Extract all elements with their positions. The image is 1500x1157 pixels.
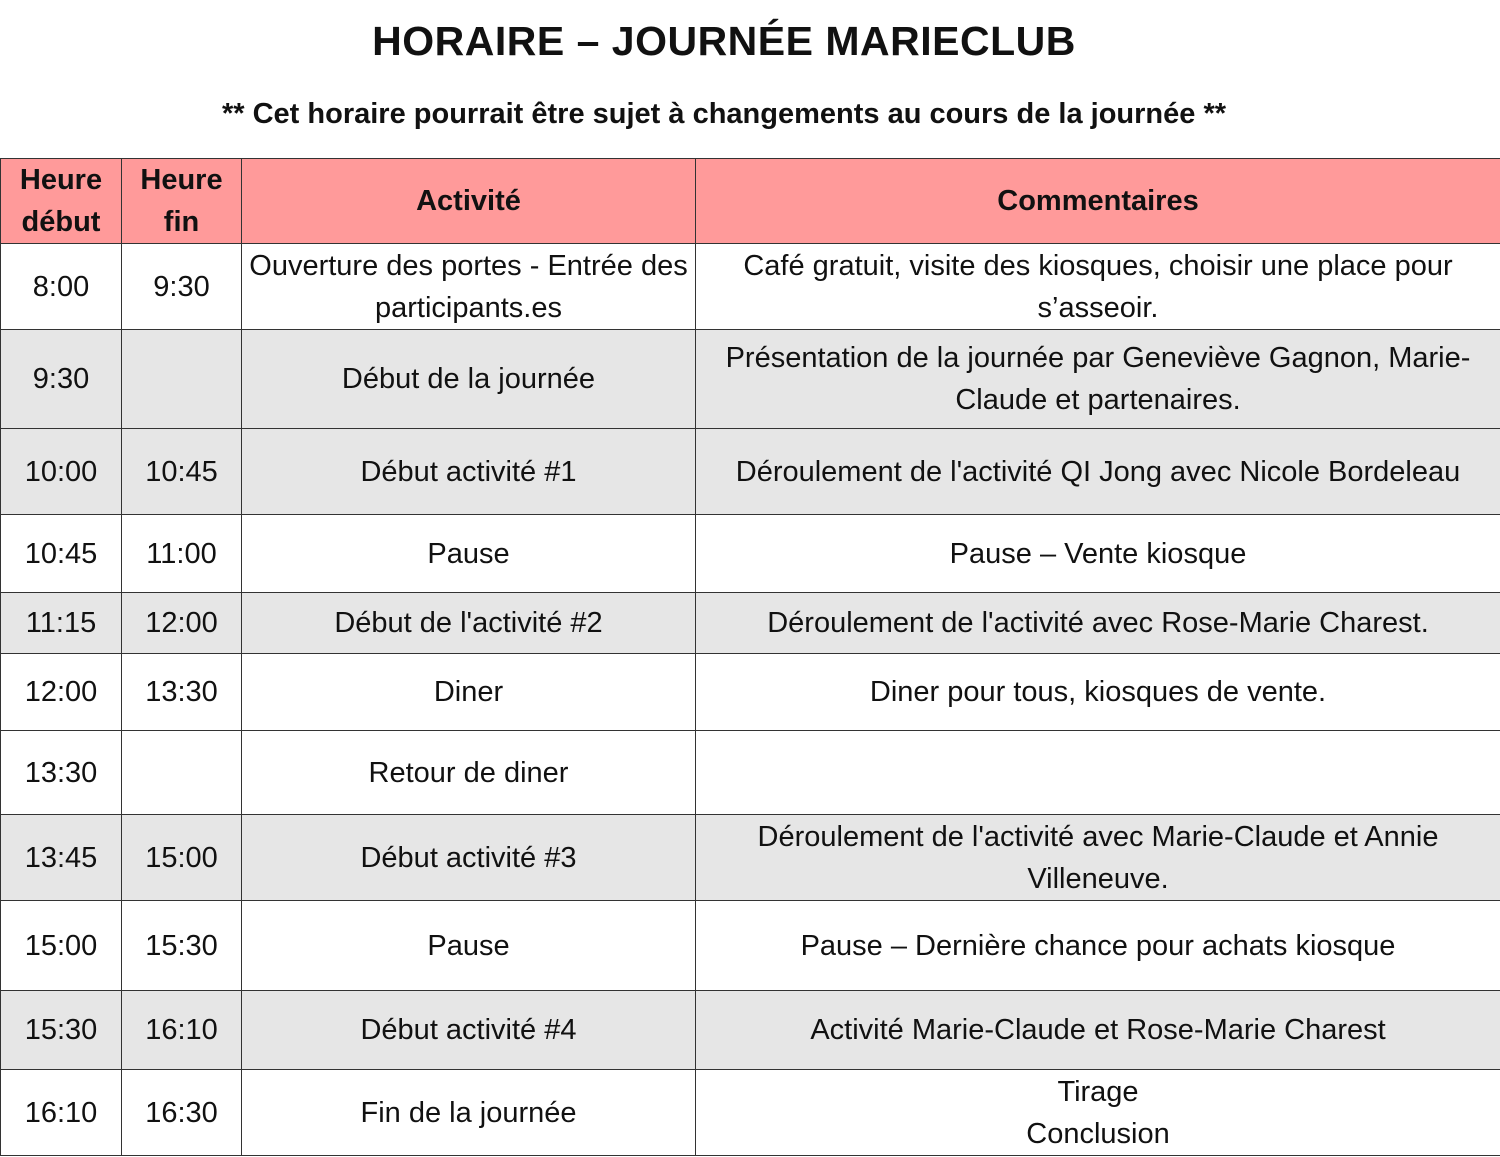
start-time-cell: 10:00: [1, 429, 122, 515]
schedule-body: [1, 244, 1500, 1156]
end-time-cell: 16:30: [122, 1070, 242, 1156]
header-start-time: [1, 159, 122, 244]
comment-cell: [696, 429, 1500, 515]
header-activity: Activité: [242, 159, 696, 244]
comment-cell: [696, 330, 1500, 429]
end-time-cell: 15:30: [122, 901, 242, 991]
end-time-cell: 9:30: [122, 244, 242, 330]
comment-line: Conclusion: [1026, 1117, 1170, 1150]
start-time-cell: 16:10: [1, 1070, 122, 1156]
comment-line: Activité Marie-Claude et Rose-Marie Charest: [810, 1014, 1386, 1046]
start-time-cell: 13:30: [1, 731, 122, 815]
comment-cell: [696, 991, 1500, 1070]
activity-cell: Début activité #1: [242, 429, 696, 515]
comment-cell: [696, 815, 1500, 901]
table-row: [1, 515, 1500, 593]
end-time-cell: [122, 731, 242, 815]
table-row: [1, 330, 1500, 429]
start-time-cell: 12:00: [1, 654, 122, 731]
end-time-cell: 15:00: [122, 815, 242, 901]
comment-cell: [696, 731, 1500, 815]
activity-cell: Ouverture des portes - Entrée des participants.es: [242, 244, 696, 330]
end-time-cell: 10:45: [122, 429, 242, 515]
end-time-cell: 13:30: [122, 654, 242, 731]
start-time-cell: 11:15: [1, 593, 122, 654]
comment-line: Pause – Dernière chance pour achats kiosque: [800, 929, 1396, 962]
header-start-line2: début: [21, 206, 101, 238]
activity-cell: Début de l'activité #2: [242, 593, 696, 654]
comment-line: Diner pour tous, kiosques de vente.: [869, 676, 1327, 708]
activity-cell: Fin de la journée: [242, 1070, 696, 1156]
comment-line: Déroulement de l'activité avec Rose-Marie Charest.: [767, 607, 1429, 639]
end-time-cell: 16:10: [122, 991, 242, 1070]
comment-cell: [696, 515, 1500, 593]
table-row: [1, 244, 1500, 330]
activity-cell: Début de la journée: [242, 330, 696, 429]
end-time-cell: 12:00: [122, 593, 242, 654]
start-time-cell: 15:00: [1, 901, 122, 991]
end-time-cell: 11:00: [122, 515, 242, 593]
table-row: [1, 991, 1500, 1070]
table-row: [1, 429, 1500, 515]
start-time-cell: 9:30: [1, 330, 122, 429]
comment-cell: [696, 901, 1500, 991]
comment-line: Tirage: [1057, 1075, 1139, 1108]
end-time-cell: [122, 330, 242, 429]
header-end-line2: fin: [163, 206, 200, 238]
header-start-line1: Heure: [19, 164, 103, 196]
table-row: [1, 901, 1500, 991]
page-title: HORAIRE – JOURNÉE MARIECLUB: [372, 18, 1076, 64]
table-row: [1, 654, 1500, 731]
schedule-table: [0, 158, 1500, 1156]
table-row: [1, 815, 1500, 901]
start-time-cell: 13:45: [1, 815, 122, 901]
table-row: [1, 731, 1500, 815]
header-end-line1: Heure: [140, 164, 223, 196]
comment-line: Présentation de la journée par Geneviève Gagnon, Marie-Claude et partenaires.: [725, 342, 1471, 416]
table-header-row: [1, 159, 1500, 244]
comment-cell: [696, 654, 1500, 731]
comment-line: Déroulement de l'activité avec Marie-Claude et Annie Villeneuve.: [757, 820, 1439, 895]
comment-line: Pause – Vente kiosque: [949, 537, 1247, 570]
start-time-cell: 8:00: [1, 244, 122, 330]
comment-line: Déroulement de l'activité QI Jong avec Nicole Bordeleau: [735, 455, 1461, 488]
header-end-time: [122, 159, 242, 244]
page-subtitle: ** Cet horaire pourrait être sujet à changements au cours de la journée **: [221, 98, 1227, 130]
comment-cell: [696, 244, 1500, 330]
header-comments: Commentaires: [696, 159, 1500, 244]
comment-line: Café gratuit, visite des kiosques, choisir une place pour s’asseoir.: [743, 249, 1453, 324]
activity-cell: Diner: [242, 654, 696, 731]
activity-cell: Pause: [242, 901, 696, 991]
comment-cell: [696, 1070, 1500, 1156]
activity-cell: Début activité #3: [242, 815, 696, 901]
activity-cell: Pause: [242, 515, 696, 593]
comment-cell: [696, 593, 1500, 654]
start-time-cell: 10:45: [1, 515, 122, 593]
start-time-cell: 15:30: [1, 991, 122, 1070]
table-row: [1, 593, 1500, 654]
activity-cell: Début activité #4: [242, 991, 696, 1070]
table-row: [1, 1070, 1500, 1156]
activity-cell: Retour de diner: [242, 731, 696, 815]
